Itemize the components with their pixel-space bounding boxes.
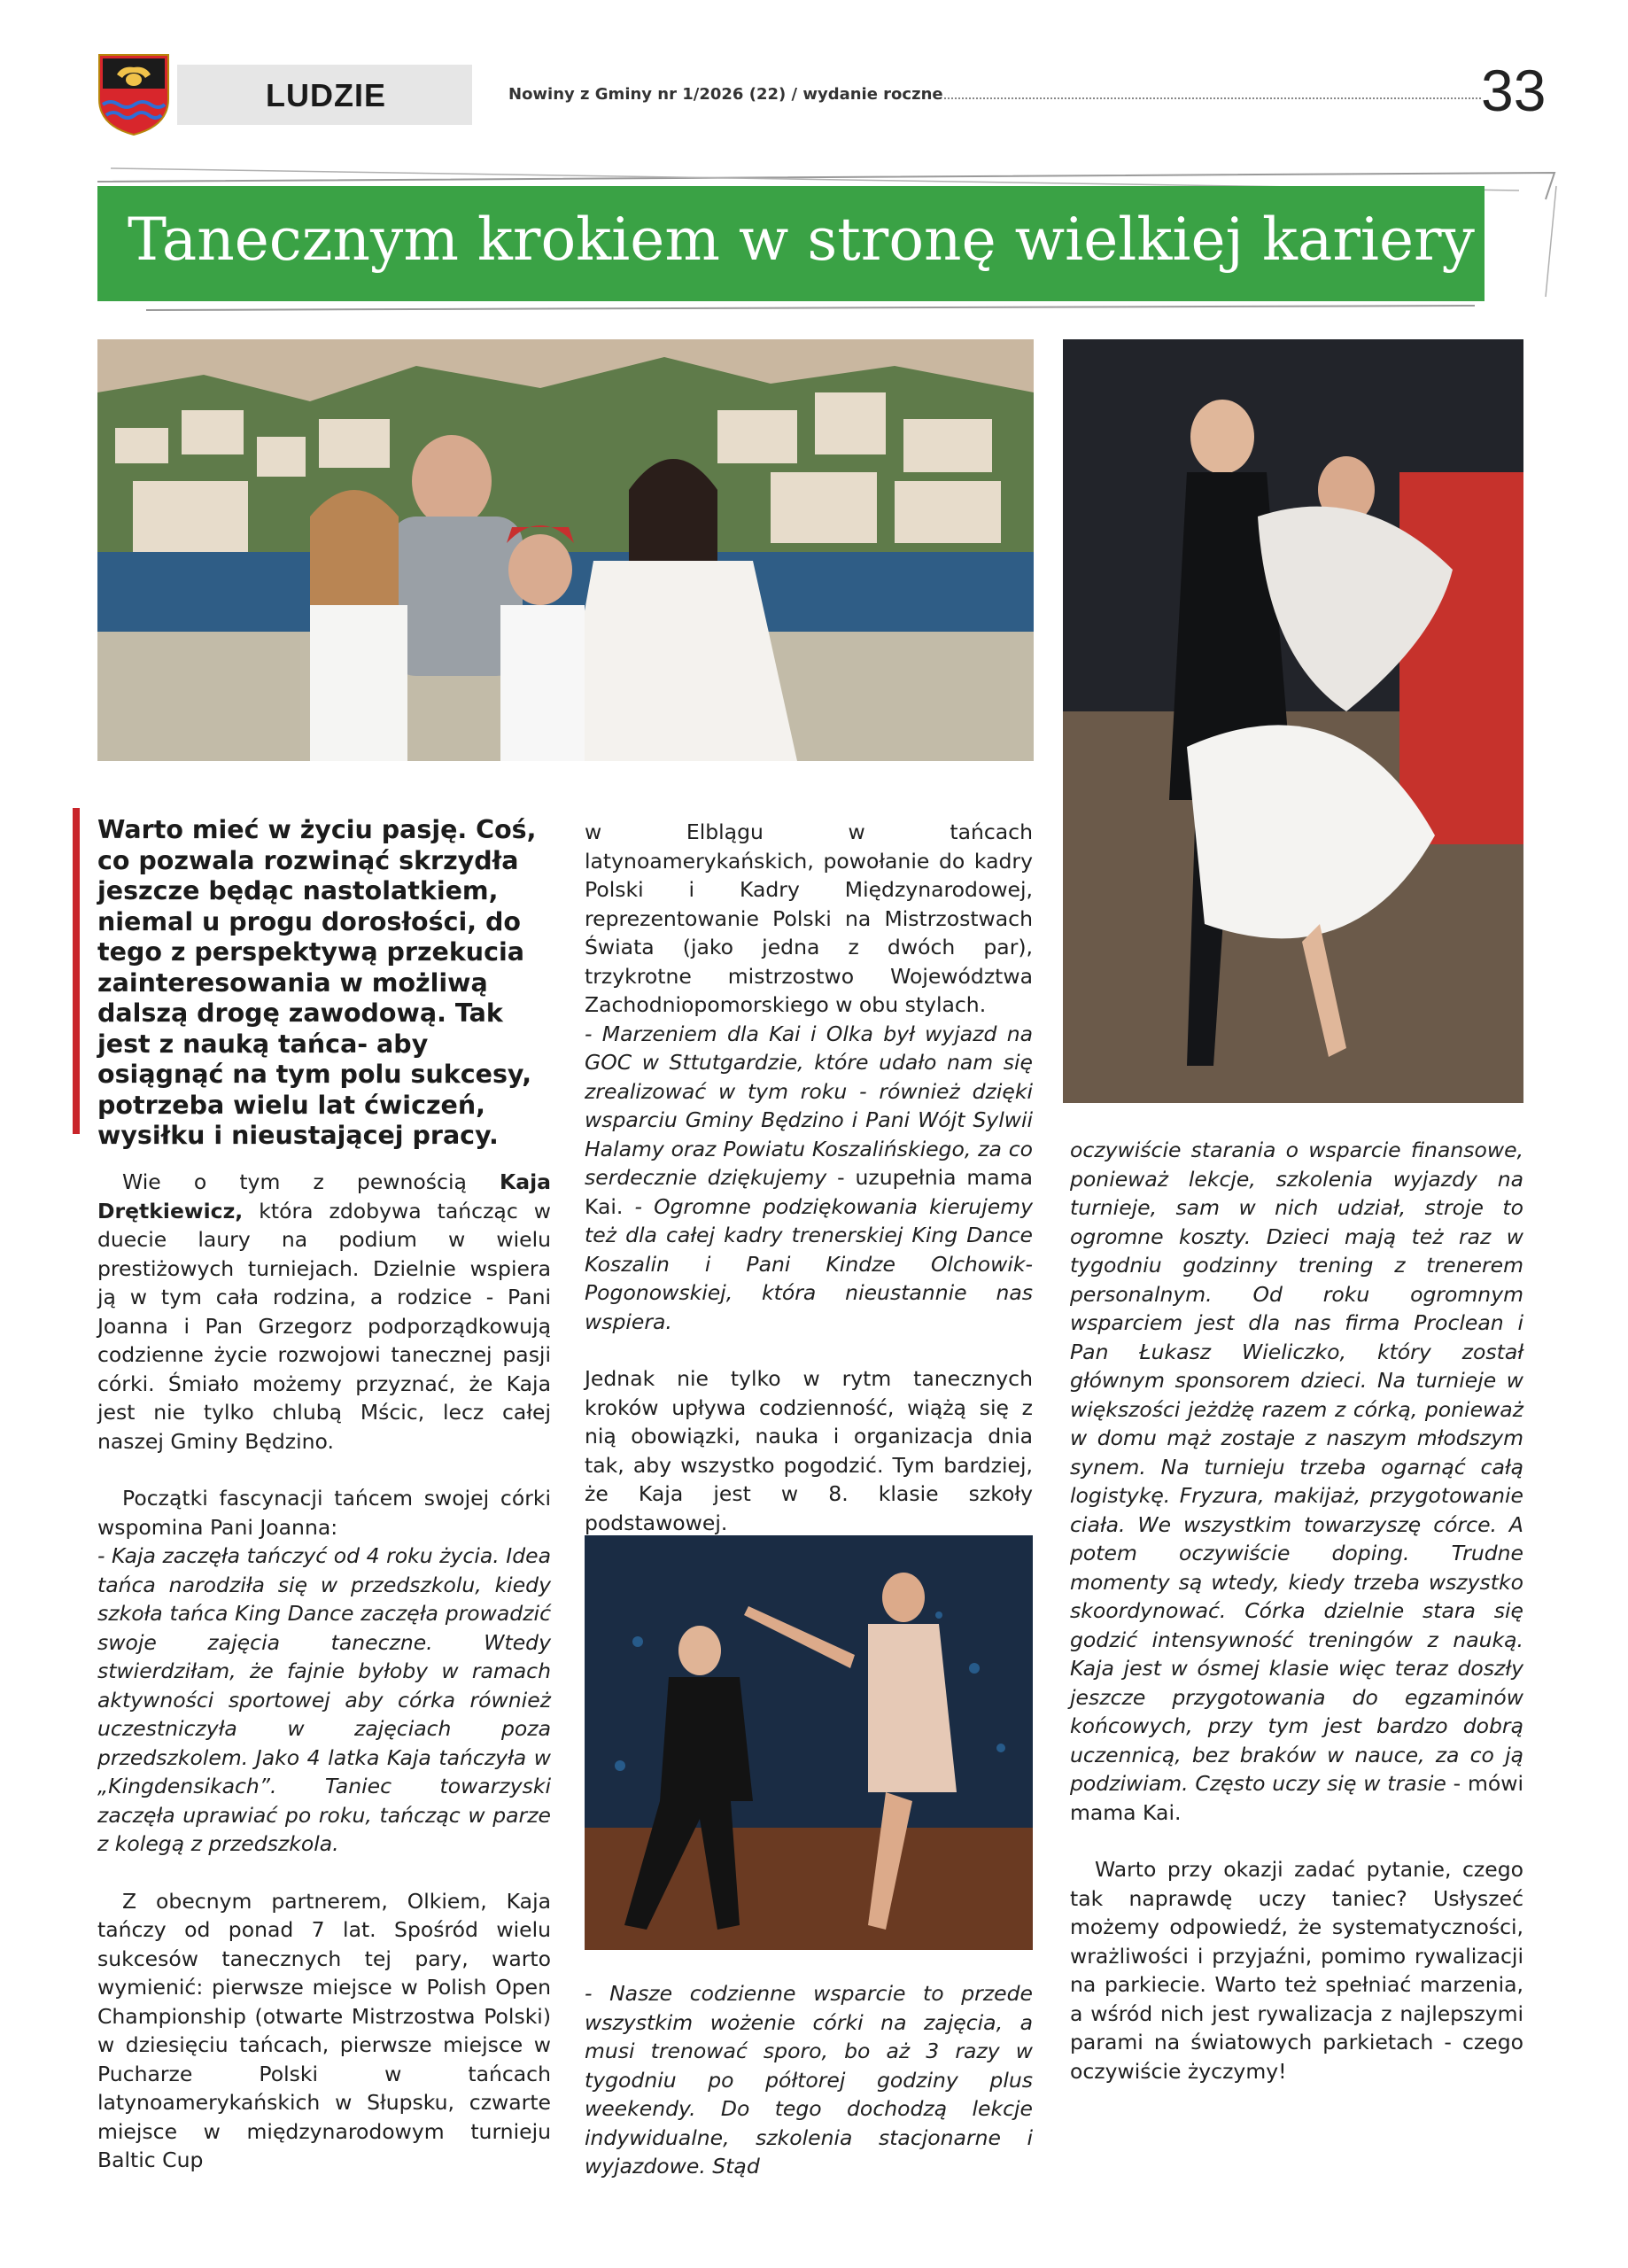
quote-paragraph: - Nasze codzienne wsparcie to przede wszystkim wożenie córki na zajęcia, a musi trenować sporo, bo aż 3 razy w tygodniu po półtorej godziny plus weekendy. Do tego dochodzą lekcje indywidualne, szkolenia stacjonarne i wyjazdowe. Stąd: [585, 1981, 1033, 2179]
article-title: Tanecznym krokiem w stronę wielkiej kariery: [128, 206, 1475, 274]
article-column-2-continued: [585, 1979, 1033, 2181]
latin-dance-photo: [585, 1535, 1033, 1950]
lead-paragraph: Warto mieć w życiu pasję. Coś, co pozwala rozwinąć skrzydła jeszcze będąc nastolatkiem, niemal u progu dorosłości, do tego z perspektywą przekucia zainteresowania w możliwą dalszą drogę zawodową. Tak jest z nauką tańca- aby osiągnąć na tym polu sukcesy, potrzeba wielu lat ćwiczeń, wysiłku i nieustającej pracy.: [97, 815, 537, 1150]
lead-accent-bar: [73, 808, 80, 1134]
paragraph: Początki fascynacji tańcem swojej córki wspomina Pani Joanna:: [97, 1486, 551, 1540]
quote-paragraph: oczywiście starania o wsparcie finansowe, ponieważ lekcje, szkolenia wyjazdy na turnieje, sam w nich udział, stroje to ogromne koszty. Dzieci mają też raz w tygodniu godzinny trening z trenerem personalnym. Od roku ogromnym wsparciem jest dla nas firma Proclean i Pan Łukasz Wieliczko, który został głównym sponsorem dzieci. Na turnieje w większości jeżdżę razem z córką, ponieważ w domu mąż zostaje z naszym młodszym synem. Na turnieju trzeba ogarnąć całą logistykę. Fryzura, makijaż, przygotowanie ciała. We wszystkim towarzyszę córce. A potem oczywiście doping. Trudne momenty są wtedy, kiedy trzeba wszystko skoordynować. Córka dzielnie stara się godzić intensywność treningów z nauką. Kaja jest w ósmej klasie więc teraz doszły jeszcze przygotowania do egzaminów końcowych, przy tym jest bardzo dobrą uczennicą, bez braków w nauce, za co ją podziwiam. Często uczy się w trasie - mówi mama Kai.: [1070, 1138, 1523, 1825]
ballroom-dance-photo: [1063, 339, 1523, 1103]
paragraph: Jednak nie tylko w rytm tanecznych kroków upływa codzienność, wiążą się z nią obowiązki, nauka i organizacja dnia tak, aby wszystko pogodzić. Tym bardziej, że Kaja jest w 8. klasie szkoły podstawowej.: [585, 1366, 1033, 1535]
header-divider: [944, 97, 1481, 99]
page-number: 33: [1481, 58, 1547, 123]
family-photo: [97, 339, 1034, 761]
paragraph: Wie o tym z pewnością Kaja Drętkiewicz, która zdobywa tańcząc w duecie laury na podium w wielu prestiżowych turniejach. Dzielnie wspiera ją w tym cała rodzina, a rodzice - Pani Joanna i Pan Grzegorz podporządkowują codzienne życie rozwojowi tanecznej pasji córki. Śmiało możemy przyznać, że Kaja jest nie tylko chlubą Mścic, lecz całej naszej Gminy Będzino.: [97, 1169, 551, 1454]
article-column-2: [585, 818, 1033, 1537]
article-title-bar: [97, 186, 1485, 301]
quote-paragraph: - Kaja zaczęła tańczyć od 4 roku życia. Idea tańca narodziła się w przedszkolu, kiedy szkoła tańca King Dance zaczęła prowadzić swoje zajęcia taneczne. Wtedy stwierdziłam, że fajnie byłoby w ramach aktywności sportowej aby córka również uczestniczyła w zajęciach poza przedszkolem. Jako 4 latka Kaja tańczyła w „Kingdensikach”. Taniec towarzyski zaczęła uprawiać po roku, tańcząc w parze z kolegą z przedszkola.: [97, 1543, 551, 1856]
paragraph: Warto przy okazji zadać pytanie, czego tak naprawdę uczy taniec? Usłyszeć możemy odpowiedź, że systematyczności, wrażliwości i przyjaźni, pomimo rywalizacji na parkiecie. Warto też spełniać marzenia, a wśród nich jest rywalizacja z najlepszymi parami na światowych parkietach - czego oczywiście życzymy!: [1070, 1857, 1523, 2084]
article-column-3: [1070, 1136, 1523, 2085]
section-label: LUDZIE: [177, 65, 472, 125]
quote-paragraph: - Marzeniem dla Kai i Olka był wyjazd na GOC w Sttutgardzie, które udało nam się zrealizować w tym roku - również dzięki wsparciu Gminy Będzino i Pani Wójt Sylwii Halamy oraz Powiatu Koszalińskiego, za co serdecznie dziękujemy - uzupełnia mama Kai. - Ogromne podziękowania kierujemy też dla całej kadry trenerskiej King Dance Koszalin i Pani Kindze Olchowik-Pogonowskiej, która nieustannie nas wspiera.: [585, 1021, 1034, 1334]
issue-info: Nowiny z Gminy nr 1/2026 (22) / wydanie roczne: [508, 85, 943, 104]
paragraph: w Elblągu w tańcach latynoamerykańskich, powołanie do kadry Polski i Kadry Międzynarodowej, reprezentowanie Polski na Mistrzostwach Świata (jako jedna z dwóch par), trzykrotne mistrzostwo Województwa Zachodniopomorskiego w obu stylach.: [585, 819, 1033, 1017]
article-column-1: [97, 1168, 551, 2175]
municipality-crest-logo: [97, 53, 170, 136]
paragraph: Z obecnym partnerem, Olkiem, Kaja tańczy od ponad 7 lat. Spośród wielu sukcesów tanecznych tej pary, warto wymienić: pierwsze miejsce w Polish Open Championship (otwarte Mistrzostwa Polski) w dziesięciu tańcach, pierwsze miejsce w Pucharze Polski w tańcach latynoamerykańskich w Słupsku, czwarte miejsce w międzynarodowym turnieju Baltic Cup: [97, 1888, 551, 2172]
